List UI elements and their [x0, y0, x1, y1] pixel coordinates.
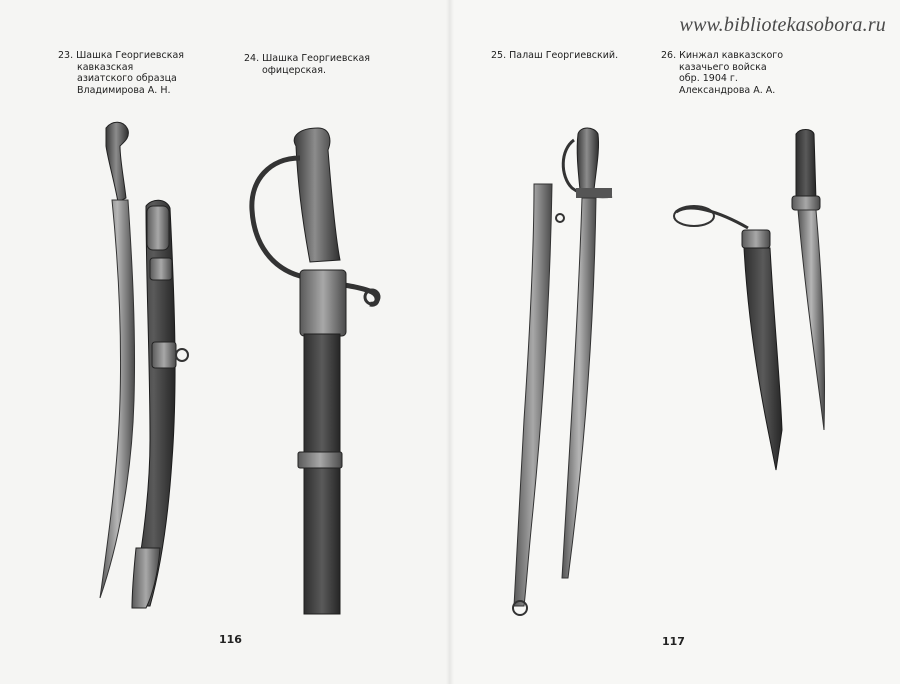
caption-25-number: 25.: [491, 50, 507, 61]
page-number-right: 117: [662, 635, 685, 648]
kinzhal-26-dagger: [792, 130, 825, 431]
caption-26-line-4: Александрова А. А.: [679, 84, 776, 96]
caption-24-number: 24.: [244, 53, 260, 64]
palash-25-sword: [562, 128, 612, 578]
caption-23-line-3: азиатского образца: [77, 73, 177, 84]
caption-24-text-1: Шашка Георгиевская: [262, 53, 370, 64]
caption-26-line-2: казачьего войска: [679, 61, 767, 73]
website-watermark: www.bibliotekasobora.ru: [679, 14, 886, 36]
caption-23-line-2: кавказская: [77, 61, 134, 73]
kinzhal-26-scabbard: [674, 206, 782, 470]
caption-24-line-2: офицерская.: [262, 64, 326, 76]
shashka-24-sword: [252, 128, 379, 614]
caption-23-text-1: Шашка Георгиевская: [76, 50, 184, 61]
caption-23-line-4: Владимирова А. Н.: [77, 84, 171, 96]
shashka-23-scabbard: [132, 200, 188, 608]
caption-26-line-3: обр. 1904 г.: [679, 73, 738, 84]
caption-26-number: 26.: [661, 50, 677, 61]
page-number-left: 116: [219, 633, 242, 646]
palash-25-scabbard: [513, 184, 564, 615]
caption-23-number: 23.: [58, 50, 74, 61]
caption-25-text-1: Палаш Георгиевский.: [509, 50, 619, 61]
shashka-23-sword: [100, 122, 135, 598]
caption-26-text-1: Кинжал кавказского: [679, 50, 784, 61]
